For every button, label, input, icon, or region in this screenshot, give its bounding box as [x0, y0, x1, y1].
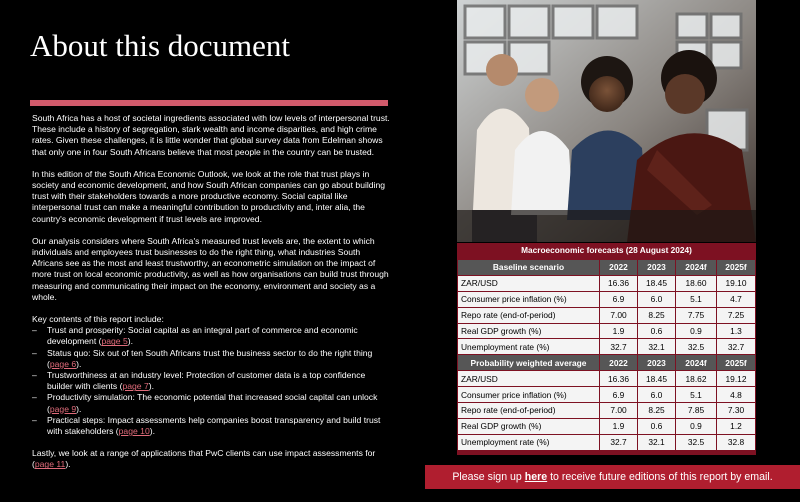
table-cell: 5.1 [676, 292, 716, 307]
forecast-table [457, 259, 756, 451]
table-cell: 4.8 [717, 387, 755, 402]
page-link[interactable]: page 11 [34, 459, 66, 470]
contents-intro: Key contents of this report include: [32, 314, 164, 325]
list-item-suffix: ). [127, 336, 134, 347]
table-row [458, 292, 755, 307]
table-cell: 18.45 [638, 276, 675, 291]
page-title: About this document [30, 28, 291, 63]
column-header: 2023 [638, 355, 675, 370]
table-cell: 1.9 [600, 419, 637, 434]
table-row [458, 308, 755, 323]
table-row [458, 276, 755, 291]
table-row [458, 324, 755, 339]
list-item-suffix: ). [148, 381, 155, 392]
closing-paragraph [32, 448, 392, 470]
table-cell: 32.7 [600, 435, 637, 450]
table-cell: 0.6 [638, 324, 675, 339]
table-cell: 0.6 [638, 419, 675, 434]
list-item-text: Practical steps: Impact assessments help companies boost transparency and build trust with stakeholders ( [47, 414, 381, 437]
table-cell: 32.1 [638, 339, 675, 354]
list-item-suffix: ). [76, 358, 82, 369]
table-cell: 6.0 [638, 387, 675, 402]
forecast-title: Macroeconomic forecasts (28 August 2024) [521, 245, 692, 255]
row-label: Unemployment rate (%) [458, 339, 599, 354]
row-label: Consumer price inflation (%) [458, 292, 599, 307]
list-item-text: Productivity simulation: The economic potential that increased social capital can unlock ( [47, 392, 378, 414]
table-cell: 8.25 [638, 403, 675, 418]
list-item-suffix: ). [76, 403, 82, 414]
table-cell: 19.12 [717, 371, 755, 386]
scenario-label: Baseline scenario [458, 260, 599, 275]
table-cell: 1.9 [600, 324, 637, 339]
column-header: 2024f [676, 260, 716, 275]
header-photo [457, 0, 756, 242]
row-label: Unemployment rate (%) [458, 435, 599, 450]
column-header: 2022 [600, 260, 637, 275]
title-accent-bar [30, 100, 388, 106]
table-cell: 8.25 [638, 308, 675, 323]
list-item [32, 348, 392, 370]
table-header-row [458, 355, 755, 370]
list-item-text: Trustworthiness at an industry level: Protection of customer data is a top confidence builder with clients ( [47, 370, 366, 392]
analysis-paragraph: Our analysis considers where South Africa's measured trust levels are, the extent to which individuals and employees trust businesses to do the right thing, what industries South Africans see as the most and least trustworthy, an econometric simulation on the impact of more trust on local economic productivity, as well as how organisations can build trust through measuring and communicating their impact on the economy, environment and society as a whole. [32, 235, 389, 302]
table-row [458, 371, 755, 386]
table-cell: 32.1 [638, 435, 675, 450]
table-cell: 7.00 [600, 308, 637, 323]
table-cell: 6.9 [600, 292, 637, 307]
table-cell: 18.62 [676, 371, 716, 386]
row-label: Repo rate (end-of-period) [458, 308, 599, 323]
signup-banner [425, 465, 800, 489]
signup-text-before: Please sign up [452, 471, 525, 483]
column-header: 2023 [638, 260, 675, 275]
table-row [458, 339, 755, 354]
page-link[interactable]: page 9 [49, 403, 77, 414]
table-header-row [458, 260, 755, 275]
signup-link[interactable]: here [524, 471, 548, 483]
table-cell: 32.7 [600, 339, 637, 354]
edition-paragraph: In this edition of the South Africa Economic Outlook, we look at the role that trust plays in society and economic development, and how South African companies can go about building trust with their stakeholders towards a more productive economy. Social capital like interpersonal trust can make a meaningful contribution to productivity and, inter alia, the country's economic development if trust levels are improved. [32, 168, 386, 224]
page-link[interactable]: page 5 [101, 336, 128, 347]
table-cell: 18.45 [638, 371, 675, 386]
table-cell: 4.7 [717, 292, 755, 307]
table-cell: 1.2 [717, 419, 755, 434]
list-item-text: Trust and prosperity: Social capital as an integral part of commerce and economic development ( [47, 325, 358, 347]
table-cell: 32.8 [717, 435, 755, 450]
table-cell: 32.7 [717, 339, 755, 354]
table-cell: 7.00 [600, 403, 637, 418]
page-link[interactable]: page 6 [49, 358, 77, 369]
table-cell: 7.75 [676, 308, 716, 323]
table-row [458, 419, 755, 434]
table-cell: 18.60 [676, 276, 716, 291]
table-cell: 0.9 [676, 324, 716, 339]
list-item-suffix: ). [149, 426, 155, 437]
contents-list [32, 325, 392, 437]
table-cell: 7.25 [717, 308, 755, 323]
table-cell: 16.36 [600, 371, 637, 386]
column-header: 2024f [676, 355, 716, 370]
list-item [32, 325, 392, 347]
table-cell: 0.9 [676, 419, 716, 434]
table-cell: 32.5 [676, 435, 716, 450]
table-row [458, 387, 755, 402]
row-label: ZAR/USD [458, 371, 599, 386]
photo-illustration [457, 0, 756, 242]
row-label: Repo rate (end-of-period) [458, 403, 599, 418]
list-item [32, 392, 392, 414]
page-link[interactable]: page 10 [118, 426, 150, 437]
table-row [458, 403, 755, 418]
body-text [32, 113, 392, 482]
closing-suffix: ). [65, 459, 71, 470]
column-header: 2025f [717, 260, 755, 275]
column-header: 2025f [717, 355, 755, 370]
row-label: ZAR/USD [458, 276, 599, 291]
page-link[interactable]: page 7 [122, 381, 149, 392]
table-cell: 7.30 [717, 403, 755, 418]
row-label: Consumer price inflation (%) [458, 387, 599, 402]
table-cell: 7.85 [676, 403, 716, 418]
row-label: Real GDP growth (%) [458, 419, 599, 434]
column-header: 2022 [600, 355, 637, 370]
signup-text-after: to receive future editions of this report by email. [547, 471, 773, 483]
table-cell: 32.5 [676, 339, 716, 354]
scenario-label: Probability weighted average [458, 355, 599, 370]
table-cell: 16.36 [600, 276, 637, 291]
table-cell: 6.9 [600, 387, 637, 402]
closing-text: Lastly, we look at a range of applications that PwC clients can use impact assessments for ( [32, 448, 376, 470]
list-item [32, 415, 392, 437]
list-item [32, 370, 392, 392]
table-cell: 5.1 [676, 387, 716, 402]
row-label: Real GDP growth (%) [458, 324, 599, 339]
table-cell: 6.0 [638, 292, 675, 307]
macro-forecast-panel [457, 243, 756, 455]
table-row [458, 435, 755, 450]
table-cell: 1.3 [717, 324, 755, 339]
table-cell: 19.10 [717, 276, 755, 291]
intro-paragraph: South Africa has a host of societal ingredients associated with low levels of interpersonal trust. These include a history of segregation, stark wealth and income disparities, and high crime rates. Given these challenges, it is little wonder that global survey data from Edelman shows that only one in four South Africans believe that most people in the country can be trusted. [32, 113, 390, 157]
list-item-text: Status quo: Six out of ten South Africans trust the business sector to do the right thing ( [47, 347, 373, 369]
